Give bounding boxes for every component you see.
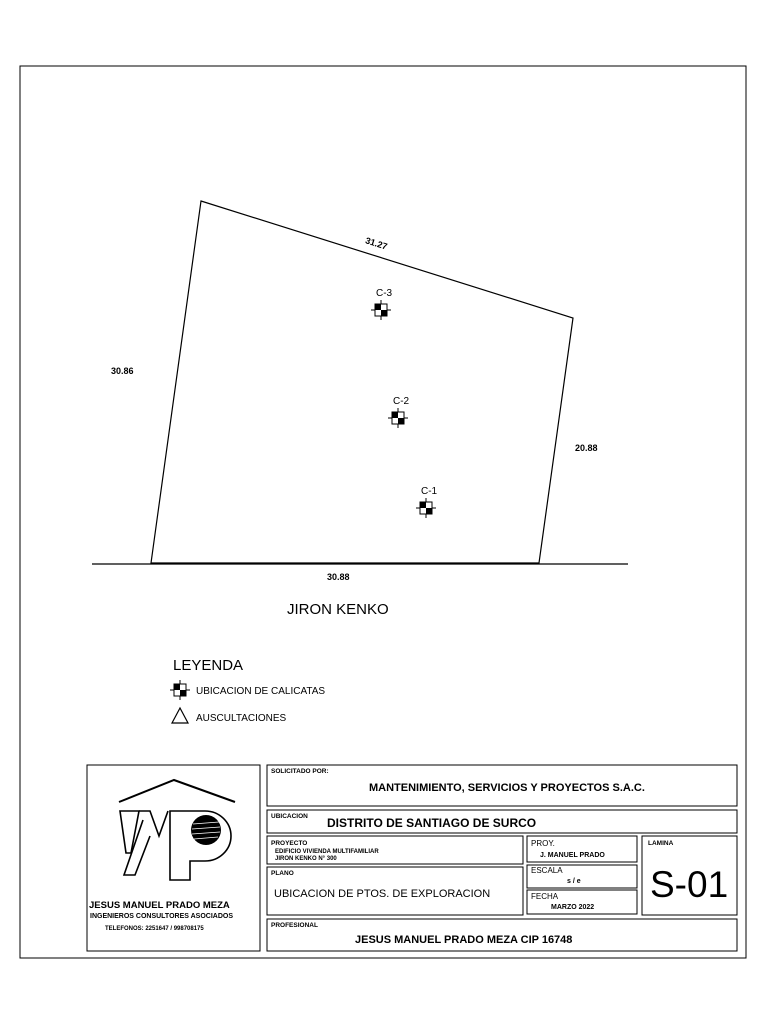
triangle-icon — [172, 708, 188, 723]
fecha-label: FECHA — [531, 892, 559, 901]
street-name: JIRON KENKO — [287, 601, 389, 618]
dimension-right: 20.88 — [575, 443, 598, 453]
point-label: C-2 — [393, 396, 410, 407]
lamina-label: LAMINA — [648, 840, 674, 847]
company-name: JESUS MANUEL PRADO MEZA — [89, 900, 230, 911]
company-phones: TELEFONOS: 2251647 / 998708175 — [105, 926, 204, 932]
plot-boundary — [151, 201, 573, 563]
dimension-left: 30.86 — [111, 366, 134, 376]
legend-title: LEYENDA — [173, 657, 244, 674]
calicata-icon — [416, 498, 436, 518]
lamina-value: S-01 — [650, 864, 729, 905]
profesional-value: JESUS MANUEL PRADO MEZA CIP 16748 — [355, 934, 573, 946]
proyecto-line2: JIRON KENKO N° 300 — [275, 856, 337, 862]
proyecto-label: PROYECTO — [271, 840, 308, 847]
legend-item-label: UBICACION DE CALICATAS — [196, 686, 326, 697]
proy-label: PROY. — [531, 839, 555, 848]
point-c3 — [371, 288, 393, 320]
calicata-icon — [371, 300, 391, 320]
proyecto-line1: EDIFICIO VIVIENDA MULTIFAMILIAR — [275, 849, 379, 855]
point-label: C-1 — [421, 486, 438, 497]
profesional-label: PROFESIONAL — [271, 922, 318, 929]
solicitado-label: SOLICITADO POR: — [271, 768, 329, 775]
plano-label: PLANO — [271, 870, 294, 877]
ubicacion-label: UBICACION — [271, 813, 308, 820]
calicata-icon — [170, 680, 190, 700]
point-c2 — [388, 396, 410, 428]
solicitado-value: MANTENIMIENTO, SERVICIOS Y PROYECTOS S.A.C. — [369, 782, 645, 794]
plano-value: UBICACION DE PTOS. DE EXPLORACION — [274, 888, 491, 900]
escala-value: s / e — [567, 878, 581, 885]
logo-box — [87, 765, 260, 951]
point-c1 — [416, 486, 438, 518]
fecha-value: MARZO 2022 — [551, 904, 595, 911]
calicata-icon — [388, 408, 408, 428]
ubicacion-value: DISTRITO DE SANTIAGO DE SURCO — [327, 816, 537, 830]
company-logo — [119, 780, 235, 880]
escala-label: ESCALA — [531, 866, 563, 875]
dimension-bottom: 30.88 — [327, 572, 350, 582]
legend-item-label: AUSCULTACIONES — [196, 713, 287, 724]
point-label: C-3 — [376, 288, 393, 299]
dimension-top: 31.27 — [364, 235, 389, 252]
proy-value: J. MANUEL PRADO — [540, 852, 605, 859]
company-subtitle: INGENIEROS CONSULTORES ASOCIADOS — [90, 913, 233, 920]
